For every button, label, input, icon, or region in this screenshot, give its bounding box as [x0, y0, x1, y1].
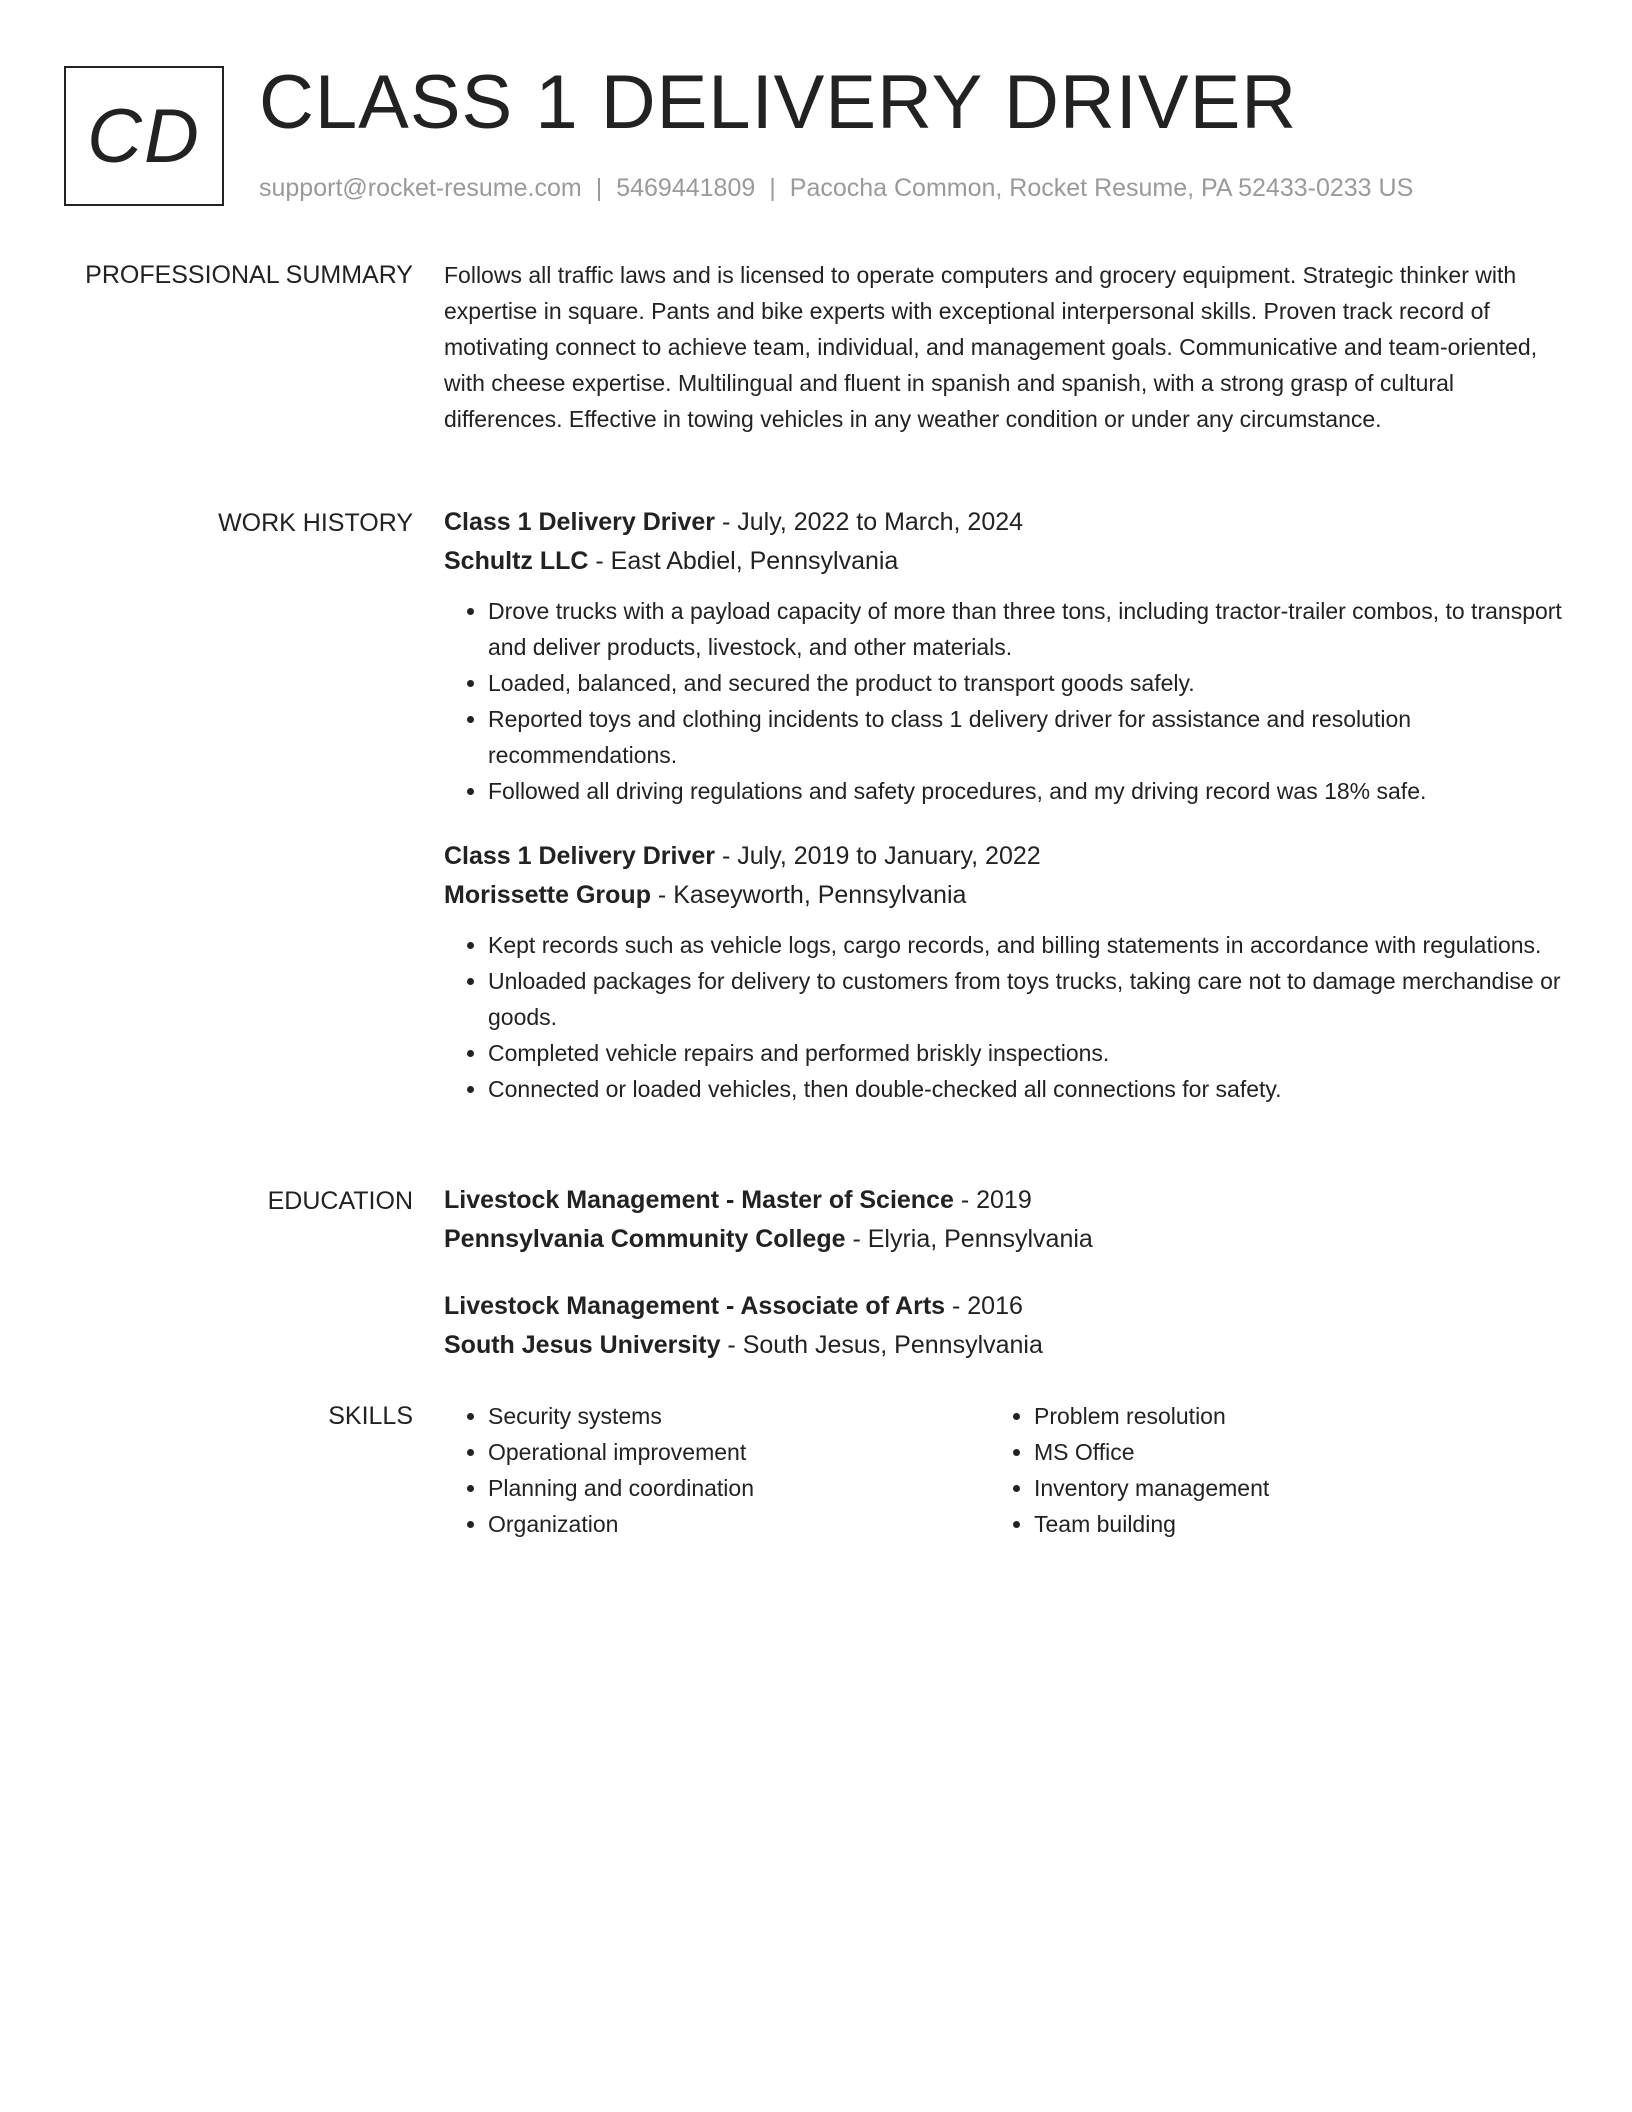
education-body [444, 1181, 1564, 1393]
skill-item: • Team building [1034, 1506, 1536, 1542]
job-duty: • Unloaded packages for delivery to customers from toys trucks, taking care not to damage merchandise or goods. [488, 963, 1564, 1035]
skills-grid [444, 1398, 1564, 1542]
skill-item: • Planning and coordination [488, 1470, 990, 1506]
job-duty: • Completed vehicle repairs and performed briskly inspections. [488, 1035, 1564, 1071]
monogram-logo: CD [64, 66, 224, 206]
job-duties-list [444, 593, 1564, 809]
section-label-education: EDUCATION [267, 1187, 413, 1215]
degree-year: - 2016 [945, 1292, 1023, 1320]
degree-name: Livestock Management - Associate of Arts [444, 1292, 946, 1320]
skill-item: • Operational improvement [488, 1434, 990, 1470]
summary-body [444, 257, 1560, 437]
job-duty: • Kept records such as vehicle logs, cargo records, and billing statements in accordance with regulations. [488, 927, 1564, 963]
job-dates: - July, 2019 to January, 2022 [715, 842, 1041, 870]
job-title: Class 1 Delivery Driver [444, 508, 716, 536]
work-history-body [444, 503, 1564, 1135]
school-name: Pennsylvania Community College [444, 1225, 846, 1253]
summary-text: Follows all traffic laws and is licensed to operate computers and grocery equipment. Strategic thinker with expertise in square. Pants and bike experts with exceptional interpersonal skills. Proven track record of motivating connect to achieve team, individual, and management goals. Communicative and team-oriented, with cheese expertise. Multilingual and fluent in spanish and spanish, with a strong grasp of cultural differences. Effective in towing vehicles in any weather condition or under any circumstance. [444, 262, 1538, 432]
contact-line [259, 174, 1413, 203]
contact-address: Pacocha Common, Rocket Resume, PA 52433-0233 US [789, 174, 1414, 202]
job-duty: • Loaded, balanced, and secured the product to transport goods safely. [488, 665, 1564, 701]
school-location: - Elyria, Pennsylvania [845, 1225, 1093, 1253]
section-label-work-history: WORK HISTORY [218, 509, 413, 537]
job-dates: - July, 2022 to March, 2024 [715, 508, 1024, 536]
degree-name: Livestock Management - Master of Science [444, 1186, 954, 1214]
job-duty: • Reported toys and clothing incidents to class 1 delivery driver for assistance and resolution recommendations. [488, 701, 1564, 773]
contact-separator: | [595, 174, 603, 202]
skill-item: • Problem resolution [1034, 1398, 1536, 1434]
section-label-skills: SKILLS [328, 1402, 413, 1430]
contact-phone: 5469441809 [616, 174, 756, 202]
job-duty: • Connected or loaded vehicles, then double-checked all connections for safety. [488, 1071, 1564, 1107]
job-duty: • Drove trucks with a payload capacity of more than three tons, including tractor-trailer combos, to transport and deliver products, livestock, and other materials. [488, 593, 1564, 665]
degree-line [444, 1181, 1564, 1220]
resume-title: CLASS 1 DELIVERY DRIVER [259, 60, 1298, 145]
job-entry [444, 503, 1564, 809]
job-duty: • Followed all driving regulations and safety procedures, and my driving record was 18% safe. [488, 773, 1564, 809]
degree-line [444, 1287, 1564, 1326]
job-company-line [444, 876, 1564, 915]
education-entry [444, 1181, 1564, 1259]
school-line [444, 1326, 1564, 1365]
job-duties-list [444, 927, 1564, 1107]
skills-column-2 [990, 1398, 1536, 1542]
job-company: Schultz LLC [444, 547, 589, 575]
school-location: - South Jesus, Pennsylvania [720, 1331, 1043, 1359]
skill-item: • Organization [488, 1506, 990, 1542]
section-label-summary: PROFESSIONAL SUMMARY [85, 261, 413, 289]
degree-year: - 2019 [953, 1186, 1032, 1214]
job-company-line [444, 542, 1564, 581]
job-title: Class 1 Delivery Driver [444, 842, 716, 870]
job-location: - East Abdiel, Pennsylvania [588, 547, 899, 575]
job-title-line [444, 503, 1564, 542]
job-company: Morissette Group [444, 881, 651, 909]
skill-item: • Inventory management [1034, 1470, 1536, 1506]
skill-item: • MS Office [1034, 1434, 1536, 1470]
job-location: - Kaseyworth, Pennsylvania [650, 881, 967, 909]
skills-body [444, 1398, 1564, 1542]
school-name: South Jesus University [444, 1331, 721, 1359]
job-entry [444, 837, 1564, 1107]
job-title-line [444, 837, 1564, 876]
skill-item: • Security systems [488, 1398, 990, 1434]
skills-column-1 [444, 1398, 990, 1542]
education-entry [444, 1287, 1564, 1365]
contact-separator: | [769, 174, 776, 202]
contact-email: support@rocket-resume.com [259, 174, 582, 202]
school-line [444, 1220, 1564, 1259]
